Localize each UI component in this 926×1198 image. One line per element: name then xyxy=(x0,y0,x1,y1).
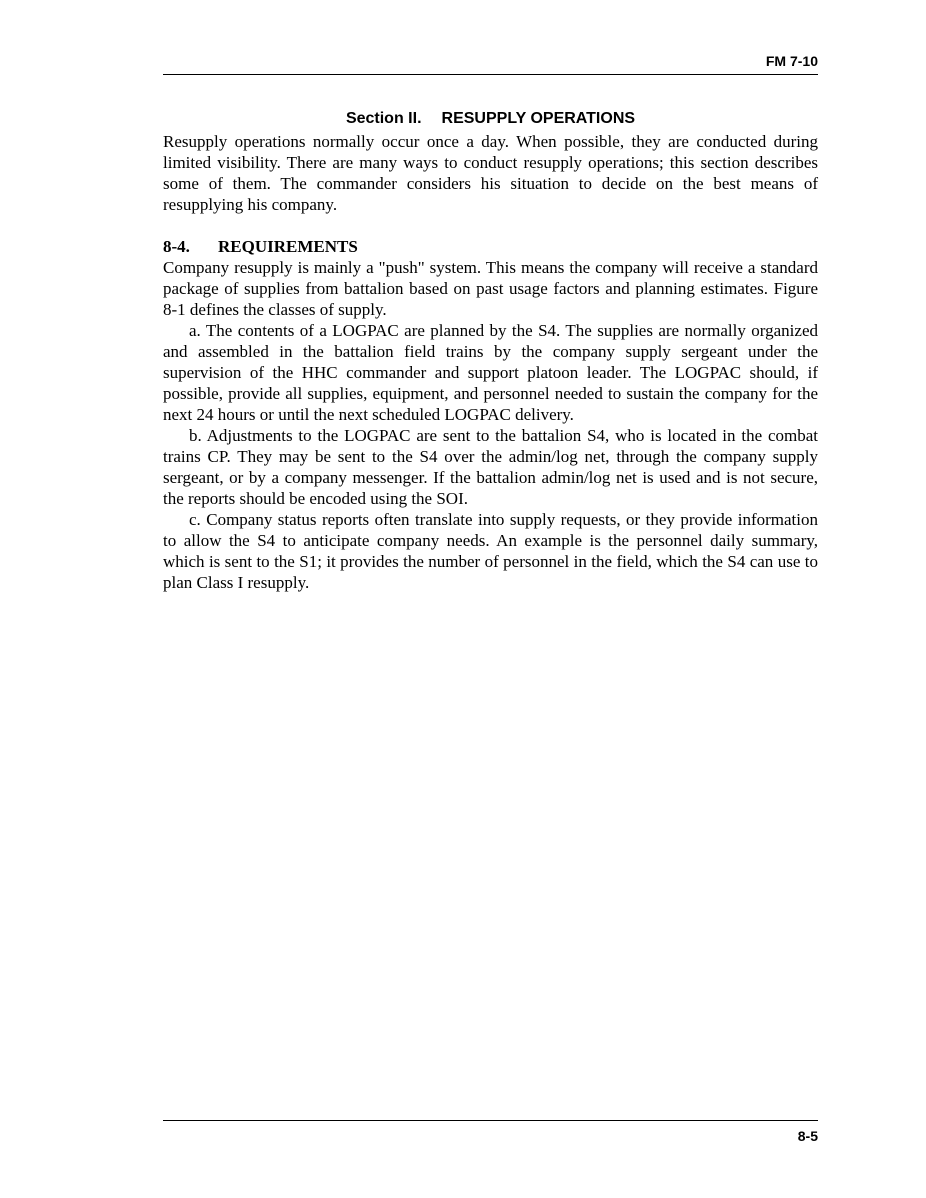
section-heading xyxy=(163,108,818,130)
paragraph-spacer xyxy=(163,215,818,236)
page-number: 8-5 xyxy=(797,1128,818,1144)
paragraph-title: REQUIREMENTS xyxy=(218,237,358,256)
section-intro-paragraph: Resupply operations normally occur once a day. When possible, they are conducted during limited visibility. There are many ways to conduct resupply operations; this section describes some of them. The commander considers his situation to decide on the best means of resupplying his company. xyxy=(163,132,818,214)
subparagraph-b: b. Adjustments to the LOGPAC are sent to the battalion S4, who is located in the combat trains CP. They may be sent to the S4 over the admin/log net, through the company supply sergeant, or by a company messenger. If the battalion admin/log net is used and is not secure, the reports should be encoded using the SOI. xyxy=(163,426,818,508)
paragraph-heading xyxy=(163,236,818,257)
running-header: FM 7-10 xyxy=(765,53,818,69)
footer-divider xyxy=(163,1120,818,1121)
subparagraph-a: a. The contents of a LOGPAC are planned by the S4. The supplies are normally organized and assembled in the battalion field trains by the company supply sergeant under the supervision of the HHC commander and support platoon leader. The LOGPAC should, if possible, provide all supplies, equipment, and personnel needed to sustain the company for the next 24 hours or until the next scheduled LOGPAC delivery. xyxy=(163,321,818,424)
subparagraph-c: c. Company status reports often translate into supply requests, or they provide information to allow the S4 to anticipate company needs. An example is the personnel daily summary, which is sent to the S1; it provides the number of personnel in the field, which the S4 can use to plan Class I resupply. xyxy=(163,510,818,592)
page-body xyxy=(163,108,818,593)
paragraph-intro: Company resupply is mainly a "push" system. This means the company will receive a standard package of supplies from battalion based on past usage factors and planning estimates. Figure 8-1 defines the classes of supply. xyxy=(163,258,818,319)
paragraph-number: 8-4. xyxy=(163,237,190,256)
section-title: RESUPPLY OPERATIONS xyxy=(441,110,636,127)
header-divider xyxy=(163,74,818,75)
section-label: Section II. xyxy=(345,110,422,127)
